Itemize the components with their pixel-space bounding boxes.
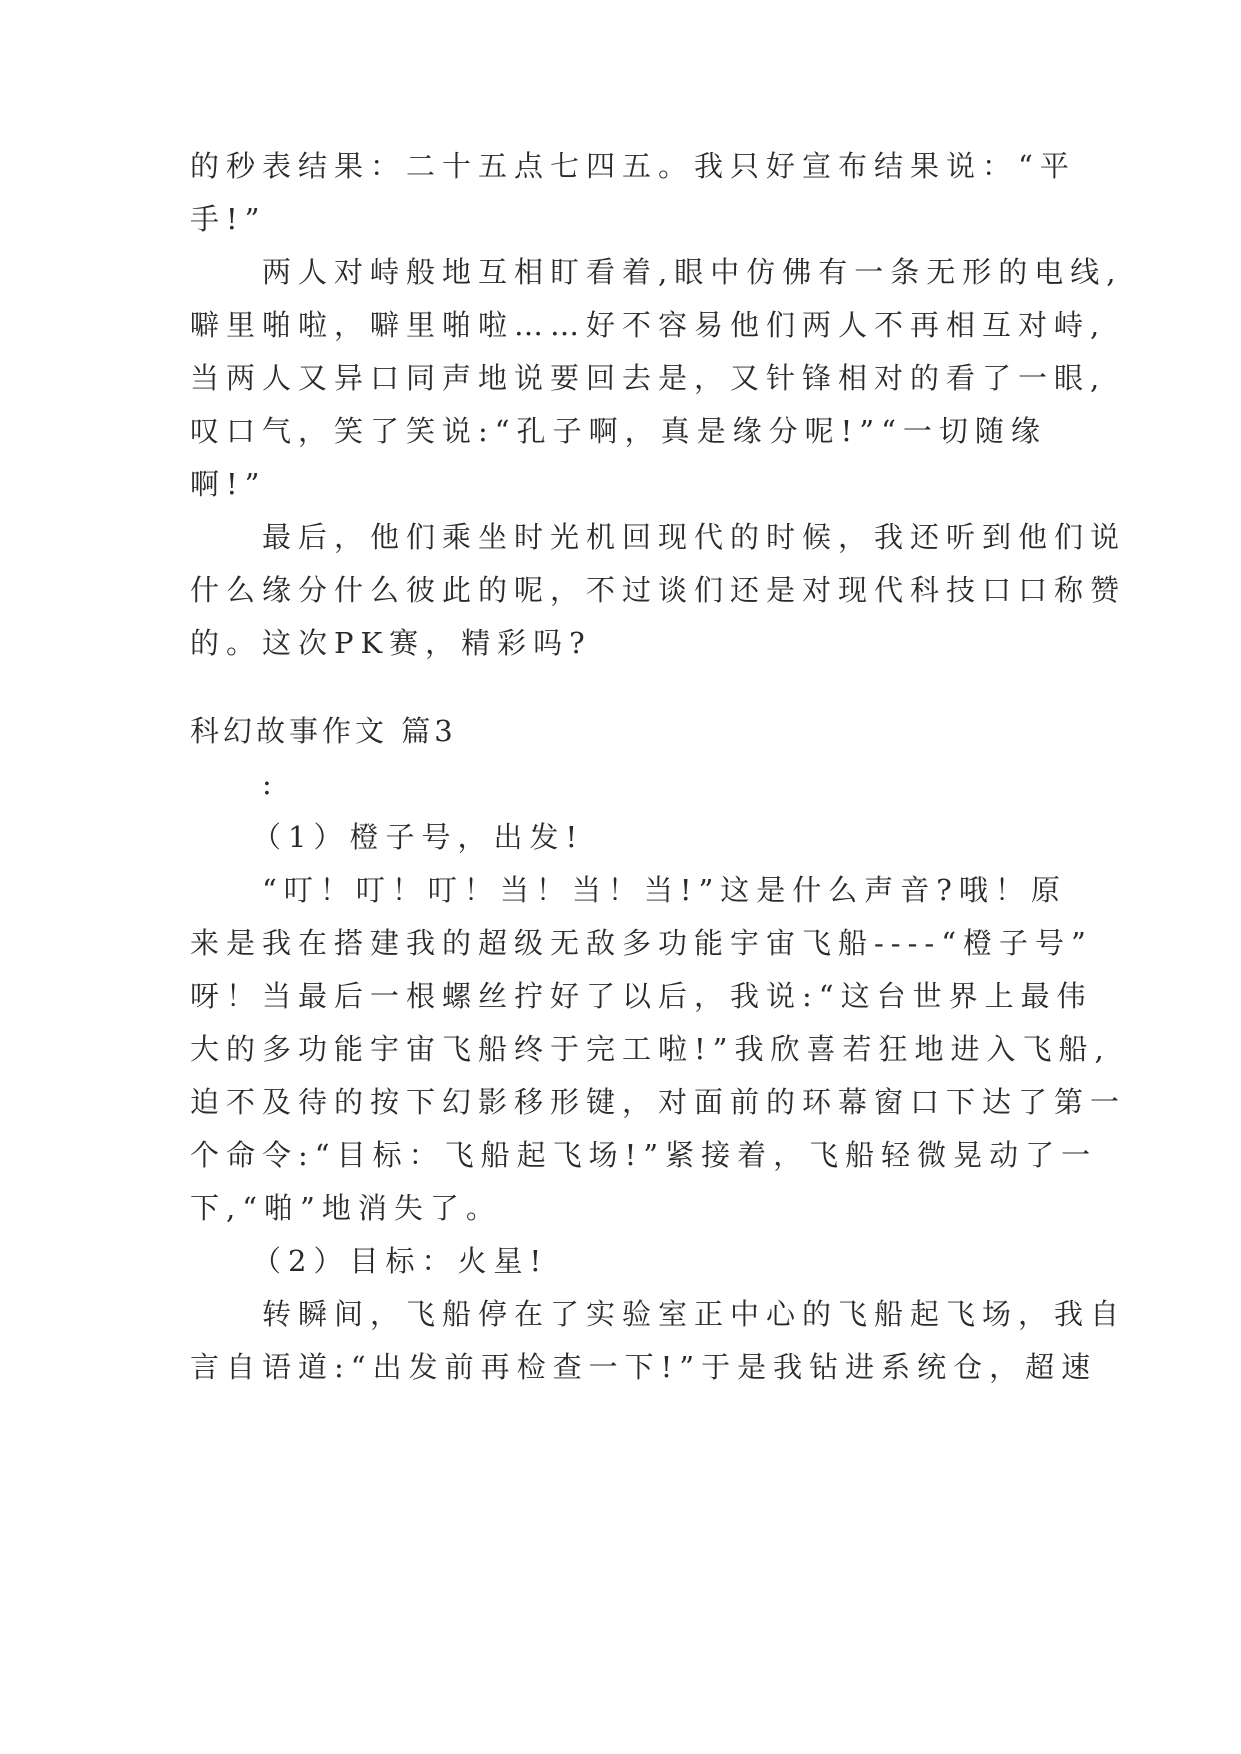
section-title: 科幻故事作文 篇3 bbox=[190, 714, 457, 748]
text-line: 来是我在搭建我的超级无敌多功能宇宙飞船----“橙子号” bbox=[190, 926, 1093, 960]
text-line: 呀！当最后一根螺丝拧好了以后，我说:“这台世界上最伟 bbox=[190, 979, 1093, 1013]
text-line: 言自语道:“出发前再检查一下!”于是我钻进系统仓，超速 bbox=[190, 1350, 1098, 1384]
text-line: 大的多功能宇宙飞船终于完工啦!”我欣喜若狂地进入飞船, bbox=[190, 1032, 1111, 1066]
paragraph-first-line: 转瞬间，飞船停在了实验室正中心的飞船起飞场，我自 bbox=[262, 1297, 1127, 1331]
subheading-1: （1）橙子号，出发! bbox=[252, 820, 585, 854]
colon-line: : bbox=[262, 767, 279, 801]
paragraph-first-line: “叮！叮！叮！当！当！当!”这是什么声音?哦！原 bbox=[262, 873, 1067, 907]
subheading-2: （2）目标：火星! bbox=[252, 1244, 549, 1278]
text-line: 个命令:“目标：飞船起飞场!”紧接着，飞船轻微晃动了一 bbox=[190, 1138, 1098, 1172]
text-line: 叹口气，笑了笑说:“孔子啊，真是缘分呢!”“一切随缘 bbox=[190, 414, 1047, 448]
text-line: 噼里啪啦，噼里啪啦……好不容易他们两人不再相互对峙, bbox=[190, 308, 1107, 342]
text-line: 的。这次PK赛，精彩吗? bbox=[190, 626, 592, 660]
text-line: 什么缘分什么彼此的呢，不过谈们还是对现代科技口口称赞 bbox=[190, 573, 1127, 607]
text-line: 迫不及待的按下幻影移形键，对面前的环幕窗口下达了第一 bbox=[190, 1085, 1127, 1119]
text-line: 啊!” bbox=[190, 467, 267, 501]
paragraph-first-line: 最后，他们乘坐时光机回现代的时候，我还听到他们说 bbox=[262, 520, 1127, 554]
text-line: 的秒表结果：二十五点七四五。我只好宣布结果说：“平 bbox=[190, 149, 1076, 183]
text-line: 手!” bbox=[190, 202, 267, 236]
paragraph-first-line: 两人对峙般地互相盯看着,眼中仿佛有一条无形的电线, bbox=[262, 255, 1123, 289]
text-line: 当两人又异口同声地说要回去是，又针锋相对的看了一眼, bbox=[190, 361, 1107, 395]
text-line: 下,“啪”地消失了。 bbox=[190, 1191, 502, 1225]
